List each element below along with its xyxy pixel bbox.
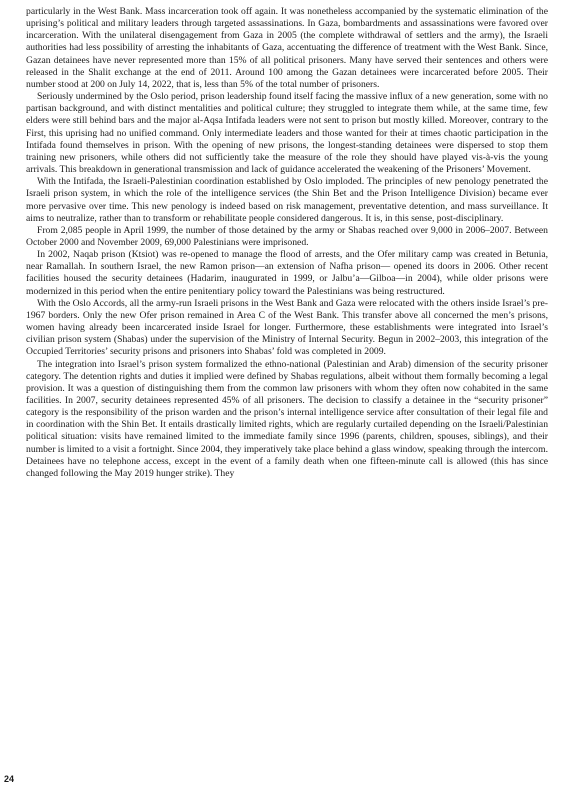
paragraph: The integration into Israel’s prison system formalized the ethno-national (Palestinian and Arab) dimension of the security prisoner category. The detention rights and duties it implied were defined by Shabas regulations, albeit without them formally becoming a legal provision. It was a question of distinguishing them from the common law prisoners with whom they often now cohabited in the same facilities. In 2007, security detainees represented 45% of all prisoners. The decision to classify a detainee in the “security prisoner” category is the responsibility of the prison warden and the prison’s internal intelligence service after consultation of their legal file and in coordination with the Shin Bet. It entails drastically limited rights, which are regularly curtailed depending on the Israeli/Palestinian political situation: visits have remained limited to the immediate family since 1996 (parents, children, spouses, siblings), and their number is limited to a visit a fortnight. Since 2004, they imperatively take place behind a glass window, speaking through the intercom. Detainees have no telephone access, except in the event of a family death when one fifteen-minute call is allowed (this has since changed following the May 2019 hunger strike). They xyxy=(26,358,548,479)
paragraph: From 2,085 people in April 1999, the number of those detained by the army or Shabas reached over 9,000 in 2006–2007. Between October 2000 and November 2009, 69,000 Palestinians were imprisoned. xyxy=(26,224,548,248)
page-number: 24 xyxy=(4,774,15,784)
paragraph: Seriously undermined by the Oslo period, prison leadership found itself facing the massive influx of a new generation, some with no partisan background, and with distinct mentalities and political culture; they struggled to integrate them while, at the same time, few elders were still behind bars and the major al-Aqsa Intifada leaders were not sent to prison but mostly killed. Moreover, contrary to the First, this uprising had no unified command. Only intermediate leaders and those wanted for their at times chaotic participation in the Intifada found themselves in prison. With the opening of new prisons, the longest-standing detainees were dispersed to stop them training new prisoners, while others did not sufficiently take the measure of the role they should have played vis-à-vis the young arrivals. This breakdown in generational transmission and lack of guidance accelerated the weakening of the Prisoners’ Movement. xyxy=(26,91,548,176)
body-text xyxy=(26,6,548,480)
paragraph: With the Intifada, the Israeli-Palestinian coordination established by Oslo imploded. The principles of new penology penetrated the Israeli prison system, in which the role of the intelligence services (the Shin Bet and the Prison Intelligence Division) became ever more pervasive over time. This new penology is indeed based on risk management, preventative detention, and mass surveillance. It aims to neutralize, rather than to transform or rehabilitate people considered dangerous. It is, in this sense, post-disciplinary. xyxy=(26,176,548,224)
paragraph: With the Oslo Accords, all the army-run Israeli prisons in the West Bank and Gaza were relocated with the others inside Israel’s pre-1967 borders. Only the new Ofer prison remained in Area C of the West Bank. This transfer above all concerned the men’s prisons, women having already been incarcerated inside Israel for longer. Furthermore, these establishments were integrated into Israel’s civilian prison system (Shabas) under the supervision of the Ministry of Internal Security. Begun in 2002–2003, this integration of the Occupied Territories’ security prisons and prisoners into Shabas’ fold was completed in 2009. xyxy=(26,297,548,358)
paragraph: particularly in the West Bank. Mass incarceration took off again. It was nonetheless accompanied by the systematic elimination of the uprising’s political and military leaders through targeted assassinations. In Gaza, bombardments and assassinations were favored over incarceration. With the unilateral disengagement from Gaza in 2005 (the complete withdrawal of settlers and the army), the Israeli authorities had less possibility of arresting the inhabitants of Gaza, accentuating the difference of treatment with the West Bank. Since, Gazan detainees have never represented more than 15% of all political prisoners. Many have served their sentences and others were released in the Shalit exchange at the end of 2011. Around 100 among the Gazan detainees were incarcerated before 2005. Their number stood at 200 on July 14, 2022, that is, less than 5% of the total number of prisoners. xyxy=(26,6,548,90)
paragraph: In 2002, Naqab prison (Ktsiot) was re-opened to manage the flood of arrests, and the Ofer military camp was created in Betunia, near Ramallah. In southern Israel, the new Ramon prison—an extension of Nafha prison— opened its doors in 2006. Other recent facilities housed the security detainees (Hadarim, inaugurated in 1999, or Jalbu’a—Gilboa—in 2004), while older prisons were modernized in this period when the entire penitentiary policy toward the Palestinians was being restructured. xyxy=(26,249,548,297)
